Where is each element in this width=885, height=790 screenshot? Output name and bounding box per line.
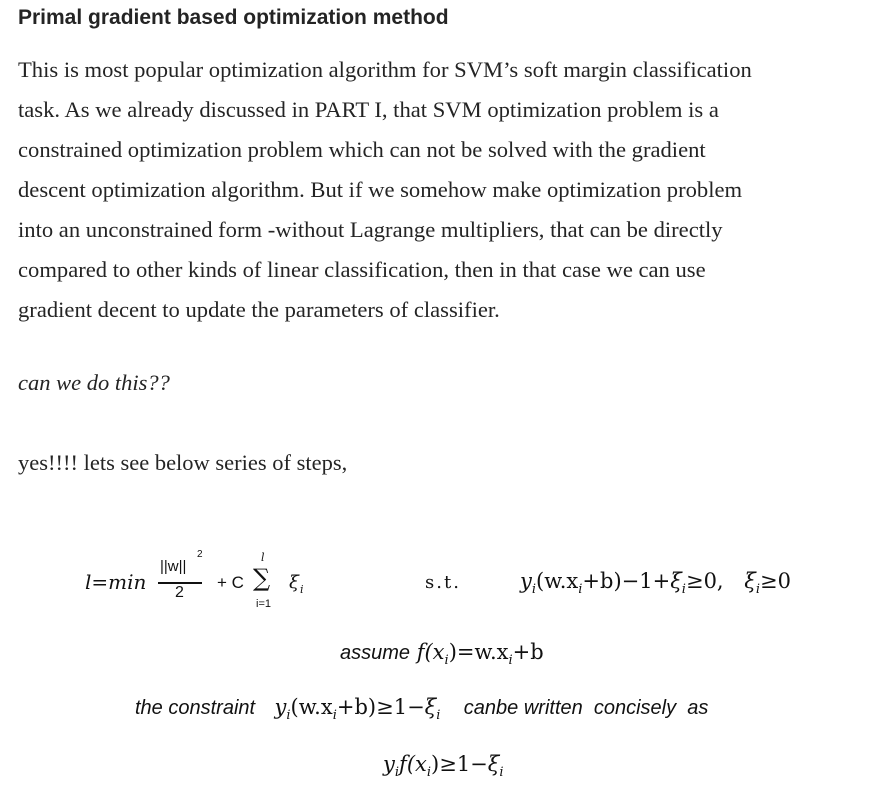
paragraph-line: descent optimization algorithm. But if we somehow make optimization problem (18, 177, 743, 202)
final-xi-sub: i (499, 765, 504, 780)
assume-x-sub-2: i (508, 653, 513, 668)
final-y-sub: i (394, 765, 400, 780)
such-that-label: s.t. (425, 572, 461, 593)
assume-tail: +b (512, 640, 544, 664)
final-f: f(x (399, 752, 427, 776)
assume-x-sub: i (444, 653, 449, 668)
constraint-xi-sub: i (436, 708, 441, 723)
assume-label: assume (340, 642, 411, 664)
sum-symbol: ∑ (253, 564, 271, 592)
constraint-wx: (w.x (290, 695, 333, 719)
ge-zero-comma: ≥0, (685, 569, 724, 593)
section-heading: Primal gradient based optimization method (18, 6, 449, 29)
paragraph-line: gradient decent to update the parameters of classifier. (18, 297, 500, 322)
constraint-rewrite-line (135, 695, 709, 723)
ge-zero: ≥0 (760, 569, 792, 593)
final-equation (383, 752, 504, 780)
norm-numerator: ||w|| (160, 558, 187, 575)
paragraph-line: compared to other kinds of linear classification, then in that case we can use (18, 257, 706, 282)
xi-sub: i (681, 582, 686, 597)
paragraph-line: task. As we already discussed in PART I, that SVM optimization problem is a (18, 97, 719, 122)
sum-lower: i=1 (256, 598, 271, 610)
written-label: canbe written concisely as (463, 697, 709, 719)
constraint-y-sub: i (286, 708, 291, 723)
xi-subscript: i (300, 583, 304, 596)
paragraph-line: into an unconstrained form -without Lagrange multipliers, that can be directly (18, 217, 723, 242)
xi-sub-2: i (755, 582, 761, 597)
constraint-tail: +b)≥1− (336, 695, 425, 719)
constraint-label: the constraint (135, 697, 256, 719)
final-tail: )≥1− (431, 752, 488, 776)
assume-equation (340, 640, 544, 668)
final-y: y (383, 752, 395, 776)
paragraph-line: constrained optimization problem which can not be solved with the gradient (18, 137, 706, 162)
assume-f: f(x (416, 640, 445, 664)
w-dot-x: (w.x (536, 569, 579, 593)
plus-c: + C (217, 573, 244, 592)
constraint-inequality (520, 569, 792, 597)
xi-var-2: ξ (744, 569, 756, 593)
xi-var: ξ (670, 569, 682, 593)
y-sub: i (531, 582, 537, 597)
x-sub: i (578, 582, 583, 597)
body-paragraph (18, 50, 878, 330)
plus-b-minus-one: +b)−1+ (582, 569, 671, 593)
constraint-xi: ξ (424, 695, 437, 719)
paragraph-line: This is most popular optimization algorithm for SVM’s soft margin classification (18, 57, 752, 82)
constraint-y: y (274, 695, 287, 719)
assume-mid: )=w.x (448, 640, 509, 664)
question-text: can we do this?? (18, 370, 170, 395)
xi-symbol: ξ (289, 572, 299, 593)
y-var: y (520, 569, 532, 593)
constraint-x-sub: i (332, 708, 337, 723)
norm-denominator: 2 (175, 584, 184, 601)
answer-text: yes!!!! lets see below series of steps, (18, 450, 348, 475)
final-xi: ξ (487, 752, 500, 776)
sum-upper: l (261, 551, 265, 564)
norm-exponent: 2 (197, 549, 203, 560)
objective-lhs: l=min (85, 570, 147, 594)
final-x-sub: i (426, 765, 432, 780)
